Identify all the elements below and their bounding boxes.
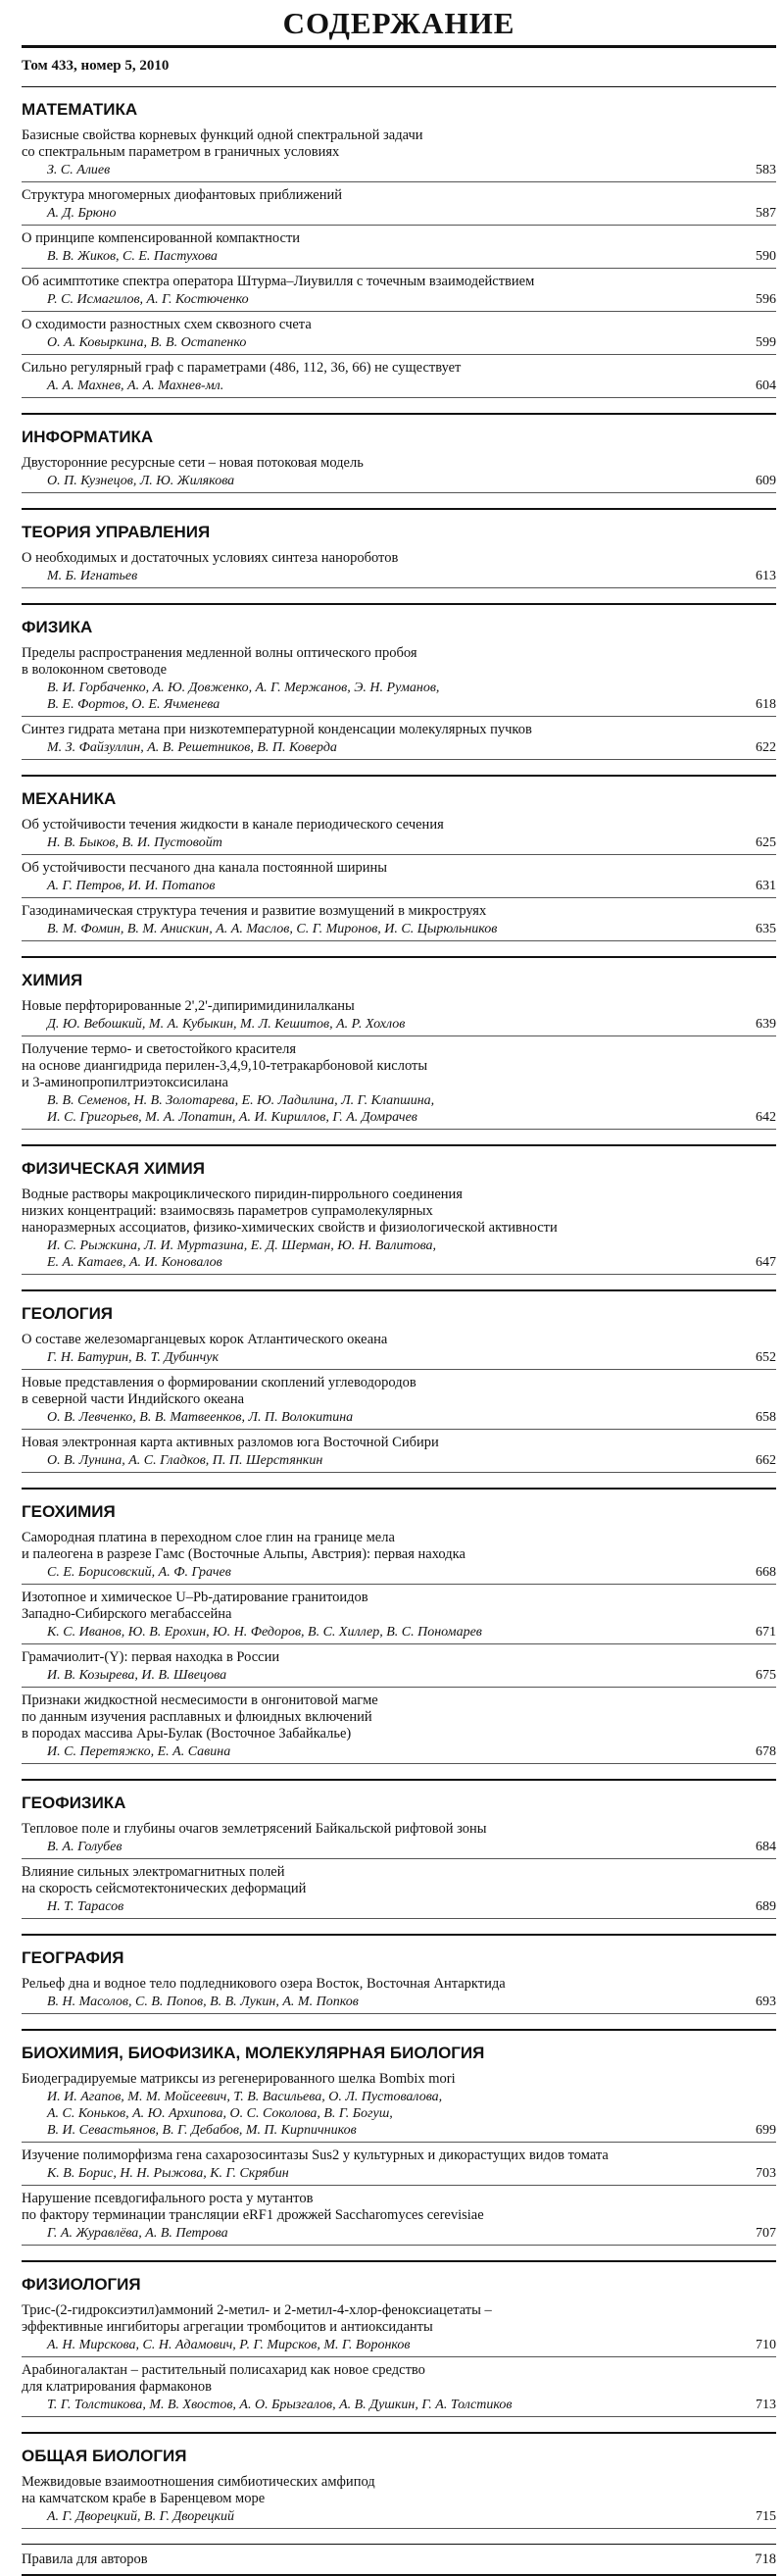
entry-authors: В. В. Семенов, Н. В. Золотарева, Е. Ю. Ладилина, Л. Г. Клапшина, И. С. Григорьев, М. А. Лопатин, А. И. Кириллов, Г. А. Домрачев: [47, 1093, 435, 1125]
entry-byline: [22, 2089, 776, 2139]
entry-page-number: 713: [756, 2398, 776, 2412]
entry-divider: [22, 940, 776, 941]
entry-byline: [22, 878, 776, 894]
toc-entry[interactable]: [22, 722, 776, 760]
table-of-contents: [22, 4, 776, 2576]
entry-authors: А. А. Махнев, А. А. Махнев-мл.: [47, 379, 224, 393]
entry-title: Новые перфторированные 2',2'-дипиримидинилалканы: [22, 998, 355, 1014]
entry-authors: В. М. Фомин, В. М. Анискин, А. А. Маслов, С. Г. Миронов, И. С. Цырюльников: [47, 922, 498, 936]
toc-entry[interactable]: [22, 1332, 776, 1370]
toc-entry[interactable]: [22, 998, 776, 1036]
entry-byline: [22, 1667, 776, 1684]
entry-authors: Д. Ю. Вебошкий, М. А. Кубыкин, М. Л. Кешитов, А. Р. Хохлов: [47, 1017, 406, 1032]
toc-entry[interactable]: [22, 1976, 776, 2014]
entry-divider: [22, 2013, 776, 2014]
entry-divider: [22, 1472, 776, 1473]
entry-page-number: 693: [756, 1995, 776, 2009]
entry-page-number: 668: [756, 1565, 776, 1580]
entry-title: Структура многомерных диофантовых приближений: [22, 187, 343, 203]
section-title: ГЕОГРАФИЯ: [22, 1948, 124, 1967]
toc-section: [22, 1291, 776, 1490]
toc-entry[interactable]: [22, 187, 776, 226]
entry-divider: [22, 1584, 776, 1585]
entry-divider: [22, 1429, 776, 1430]
entry-authors: Г. А. Журавлёва, А. В. Петрова: [47, 2226, 228, 2241]
toc-section: [22, 1936, 776, 2031]
entry-title: Нарушение псевдогифального роста у мутантов по фактору терминации трансляции eRF1 дрожжей Saccharomyces cerevisiae: [22, 2191, 484, 2223]
toc-entry[interactable]: [22, 1375, 776, 1430]
entry-byline: [22, 473, 776, 489]
entry-authors: В. И. Горбаченко, А. Ю. Довженко, А. Г. Мержанов, Э. Н. Руманов, В. Е. Фортов, О. Е. Ячменева: [47, 681, 440, 712]
entry-byline: [22, 1016, 776, 1033]
entry-authors: К. С. Иванов, Ю. В. Ерохин, Ю. Н. Федоров, В. С. Хиллер, В. С. Пономарев: [47, 1625, 482, 1640]
entry-page-number: 639: [756, 1017, 776, 1032]
entry-byline: [22, 2397, 776, 2413]
entry-title: Синтез гидрата метана при низкотемпературной конденсации молекулярных пучков: [22, 722, 532, 737]
entry-title: Трис-(2-гидроксиэтил)аммоний 2-метил- и 2-метил-4-хлор-феноксиацетаты – эффективные ингибиторы агрегации тромбоцитов и антиоксиданты: [22, 2302, 492, 2335]
entry-page-number: 652: [756, 1350, 776, 1365]
toc-entry[interactable]: [22, 2147, 776, 2186]
entry-byline: [22, 1839, 776, 1855]
entry-byline: [22, 205, 776, 222]
entry-page-number: 678: [756, 1744, 776, 1759]
toc-section: [22, 1146, 776, 1291]
entry-page-number: 613: [756, 569, 776, 583]
toc-entry[interactable]: [22, 2474, 776, 2529]
entry-title: Изотопное и химическое U–Pb-датирование гранитоидов Западно-Сибирского мегабассейна: [22, 1590, 368, 1622]
entry-authors: Н. В. Быков, В. И. Пустовойт: [47, 835, 222, 850]
entry-authors: В. А. Голубев: [47, 1840, 122, 1854]
entry-byline: [22, 291, 776, 308]
entry-byline: [22, 162, 776, 178]
toc-entry[interactable]: [22, 645, 776, 717]
entry-title: Новая электронная карта активных разломов юга Восточной Сибири: [22, 1435, 439, 1450]
entry-divider: [22, 397, 776, 398]
entry-title: Водные растворы макроциклического пиридин-пиррольного соединения низких концентраций: взаимосвязь параметров супрамолекулярных наноразмерных ассоциатов, физико-химических свойств и физиологической активности: [22, 1187, 558, 1236]
entry-byline: [22, 568, 776, 584]
entry-page-number: 604: [756, 379, 776, 393]
entry-byline: [22, 1898, 776, 1915]
entry-title: О принципе компенсированной компактности: [22, 230, 301, 246]
entry-page-number: 642: [756, 1110, 776, 1125]
toc-entry[interactable]: [22, 2302, 776, 2357]
entry-page-number: 631: [756, 879, 776, 893]
entry-authors: Т. Г. Толстикова, М. В. Хвостов, А. О. Брызгалов, А. В. Душкин, Г. А. Толстиков: [47, 2398, 513, 2412]
toc-section: [22, 1490, 776, 1781]
entry-page-number: 618: [756, 697, 776, 712]
entry-authors: О. А. Ковыркина, В. В. Остапенко: [47, 335, 247, 350]
toc-section: [22, 415, 776, 510]
entry-byline: [22, 1743, 776, 1760]
entry-authors: Н. Т. Тарасов: [47, 1899, 124, 1914]
entry-page-number: 662: [756, 1453, 776, 1468]
entry-title: Двусторонние ресурсные сети – новая потоковая модель: [22, 455, 364, 471]
toc-entry[interactable]: [22, 817, 776, 855]
entry-page-number: 587: [756, 206, 776, 221]
entry-authors: В. Н. Масолов, С. В. Попов, В. В. Лукин, А. М. Попков: [47, 1995, 359, 2009]
entry-title: Самородная платина в переходном слое глин на границе мела и палеогена в разрезе Гамс (Восточные Альпы, Австрия): первая находка: [22, 1530, 466, 1562]
entry-divider: [22, 716, 776, 717]
entry-authors: А. Г. Петров, И. И. Потапов: [47, 879, 216, 893]
toc-entry[interactable]: [22, 127, 776, 182]
entry-page-number: 596: [756, 292, 776, 307]
entry-page-number: 715: [756, 2509, 776, 2524]
entry-byline: [22, 680, 776, 713]
section-title: ФИЗИЧЕСКАЯ ХИМИЯ: [22, 1159, 205, 1178]
entry-divider: [22, 492, 776, 493]
entry-divider: [22, 1035, 776, 1036]
entry-byline: [22, 378, 776, 394]
entry-page-number: 684: [756, 1840, 776, 1854]
entry-page-number: 590: [756, 249, 776, 264]
section-title: ГЕОХИМИЯ: [22, 1502, 116, 1521]
entry-byline: [22, 834, 776, 851]
entry-divider: [22, 225, 776, 226]
entry-divider: [22, 2142, 776, 2143]
entry-byline: [22, 1564, 776, 1581]
entry-title: Арабиногалактан – растительный полисахарид как новое средство для клатрирования фармаконов: [22, 2362, 425, 2395]
entry-page-number: 658: [756, 1410, 776, 1425]
entry-byline: [22, 2165, 776, 2182]
section-title: МЕХАНИКА: [22, 789, 117, 808]
entry-byline: [22, 1409, 776, 1426]
entry-authors: С. Е. Борисовский, А. Ф. Грачев: [47, 1565, 231, 1580]
entry-authors: И. В. Козырева, И. В. Швецова: [47, 1668, 227, 1683]
entry-title: Грамачиолит-(Y): первая находка в России: [22, 1649, 280, 1665]
entry-title: Газодинамическая структура течения и развитие возмущений в микроструях: [22, 903, 487, 919]
entry-page-number: 689: [756, 1899, 776, 1914]
entry-authors: О. В. Левченко, В. В. Матвеенков, Л. П. Волокитина: [47, 1410, 354, 1425]
entry-authors: И. С. Перетяжко, Е. А. Савина: [47, 1744, 231, 1759]
entry-title: О необходимых и достаточных условиях синтеза нанороботов: [22, 550, 399, 566]
footer-label: Правила для авторов: [22, 2551, 148, 2567]
entry-authors: В. В. Жиков, С. Е. Пастухова: [47, 249, 218, 264]
entry-authors: Р. С. Исмагилов, А. Г. Костюченко: [47, 292, 249, 307]
entry-authors: М. Б. Игнатьев: [47, 569, 138, 583]
entry-divider: [22, 897, 776, 898]
entry-authors: К. В. Борис, Н. Н. Рыжова, К. Г. Скрябин: [47, 2166, 289, 2181]
toc-entry[interactable]: [22, 1187, 776, 1275]
section-title: МАТЕМАТИКА: [22, 100, 138, 119]
entry-byline: [22, 2225, 776, 2242]
entry-page-number: 625: [756, 835, 776, 850]
entry-byline: [22, 1624, 776, 1641]
toc-entry[interactable]: [22, 1590, 776, 1644]
toc-section: [22, 605, 776, 777]
entry-title: Пределы распространения медленной волны оптического пробоя в волоконном световоде: [22, 645, 417, 678]
entry-title: Рельеф дна и водное тело подледникового озера Восток, Восточная Антарктида: [22, 1976, 506, 1992]
entry-title: Об устойчивости песчаного дна канала постоянной ширины: [22, 860, 388, 876]
section-title: ИНФОРМАТИКА: [22, 428, 154, 446]
entry-authors: А. Д. Брюно: [47, 206, 117, 221]
entry-byline: [22, 921, 776, 937]
entry-page-number: 699: [756, 2123, 776, 2138]
entry-authors: И. С. Рыжкина, Л. И. Муртазина, Е. Д. Шерман, Ю. Н. Валитова, Е. А. Катаев, А. И. Коновалов: [47, 1238, 437, 1270]
entry-title: О составе железомарганцевых корок Атлантического океана: [22, 1332, 388, 1347]
footer-page: 718: [755, 2551, 776, 2567]
entry-authors: М. З. Файзуллин, А. В. Решетников, В. П. Коверда: [47, 740, 337, 755]
entry-title: Об асимптотике спектра оператора Штурма–Лиувилля с точечным взаимодействием: [22, 274, 535, 289]
issue-info: Том 433, номер 5, 2010: [22, 58, 170, 74]
entry-authors: О. В. Лунина, А. С. Гладков, П. П. Шерстянкин: [47, 1453, 323, 1468]
entry-byline: [22, 334, 776, 351]
entry-byline: [22, 739, 776, 756]
entry-byline: [22, 1092, 776, 1126]
toc-entry[interactable]: [22, 274, 776, 312]
entry-title: О сходимости разностных схем сквозного счета: [22, 317, 312, 332]
entry-divider: [22, 1274, 776, 1275]
entry-byline: [22, 1237, 776, 1271]
entry-authors: Г. Н. Батурин, В. Т. Дубинчук: [47, 1350, 220, 1365]
entry-divider: [22, 2416, 776, 2417]
entry-byline: [22, 1349, 776, 1366]
entry-divider: [22, 2185, 776, 2186]
section-title: БИОХИМИЯ, БИОФИЗИКА, МОЛЕКУЛЯРНАЯ БИОЛОГИЯ: [22, 2044, 485, 2062]
toc-entry[interactable]: [22, 1435, 776, 1473]
entry-divider: [22, 2528, 776, 2529]
entry-divider: [22, 1643, 776, 1644]
entry-title: Биодеградируемые матриксы из регенерированного шелка Bombix mori: [22, 2071, 456, 2087]
toc-section: [22, 1781, 776, 1936]
entry-byline: [22, 2508, 776, 2525]
section-title: ТЕОРИЯ УПРАВЛЕНИЯ: [22, 523, 211, 541]
toc-entry[interactable]: [22, 550, 776, 588]
sections-container: [22, 87, 776, 2544]
entry-page-number: 647: [756, 1255, 776, 1270]
entry-page-number: 583: [756, 163, 776, 177]
entry-divider: [22, 1858, 776, 1859]
section-title: ФИЗИКА: [22, 618, 93, 636]
toc-entry[interactable]: [22, 455, 776, 493]
toc-entry[interactable]: [22, 1692, 776, 1764]
entry-title: Получение термо- и светостойкого красителя на основе диангидрида перилен-3,4,9,10-тетракарбоновой кислоты и 3-аминопропилтриэтоксисилана: [22, 1041, 428, 1090]
entry-divider: [22, 2245, 776, 2246]
entry-divider: [22, 759, 776, 760]
entry-page-number: 622: [756, 740, 776, 755]
toc-section: [22, 87, 776, 415]
entry-authors: О. П. Кузнецов, Л. Ю. Жилякова: [47, 474, 235, 488]
toc-section: [22, 2434, 776, 2544]
entry-divider: [22, 854, 776, 855]
entry-title: Изучение полиморфизма гена сахарозосинтазы Sus2 у культурных и дикорастущих видов томата: [22, 2147, 609, 2163]
toc-section: [22, 777, 776, 958]
entry-page-number: 609: [756, 474, 776, 488]
toc-entry[interactable]: [22, 2362, 776, 2417]
entry-title: Влияние сильных электромагнитных полей на скорость сейсмотектонических деформаций: [22, 1864, 307, 1896]
entry-page-number: 635: [756, 922, 776, 936]
section-title: ФИЗИОЛОГИЯ: [22, 2275, 141, 2294]
entry-divider: [22, 1369, 776, 1370]
entry-page-number: 675: [756, 1668, 776, 1683]
entry-page-number: 703: [756, 2166, 776, 2181]
entry-divider: [22, 1763, 776, 1764]
entry-page-number: 710: [756, 2338, 776, 2352]
section-title: ГЕОФИЗИКА: [22, 1793, 126, 1812]
entry-page-number: 707: [756, 2226, 776, 2241]
entry-title: Признаки жидкостной несмесимости в онгонитовой магме по данным изучения расплавных и флюидных включений в породах массива Ары-Булак (Восточное Забайкалье): [22, 1692, 378, 1742]
entry-title: Тепловое поле и глубины очагов землетрясений Байкальской рифтовой зоны: [22, 1821, 487, 1837]
toc-entry[interactable]: [22, 1649, 776, 1688]
title-rule: [22, 45, 776, 48]
toc-entry[interactable]: [22, 317, 776, 355]
toc-entry[interactable]: [22, 903, 776, 941]
toc-entry[interactable]: [22, 1041, 776, 1130]
section-title: ОБЩАЯ БИОЛОГИЯ: [22, 2447, 187, 2465]
toc-entry[interactable]: [22, 360, 776, 398]
entry-divider: [22, 2356, 776, 2357]
toc-entry[interactable]: [22, 230, 776, 269]
entry-title: Базисные свойства корневых функций одной спектральной задачи со спектральным параметром в граничных условиях: [22, 127, 423, 160]
entry-title: Межвидовые взаимоотношения симбиотических амфипод на камчатском крабе в Баренцевом море: [22, 2474, 375, 2506]
entry-page-number: 599: [756, 335, 776, 350]
entry-divider: [22, 311, 776, 312]
entry-byline: [22, 248, 776, 265]
entry-page-number: 671: [756, 1625, 776, 1640]
entry-divider: [22, 354, 776, 355]
entry-authors: И. И. Агапов, М. М. Мойсеевич, Т. В. Васильева, О. Л. Пустовалова, А. С. Коньков, А. Ю. Архипова, О. С. Соколова, В. Г. Богуш, В. И. Севастьянов, В. Г. Дебабов, М. П. Кирпичников: [47, 2090, 443, 2138]
entry-byline: [22, 1452, 776, 1469]
entry-title: Об устойчивости течения жидкости в канале периодического сечения: [22, 817, 444, 833]
entry-title: Новые представления о формировании скоплений углеводородов в северной части Индийского океана: [22, 1375, 416, 1407]
footer-entry[interactable]: [22, 2544, 776, 2574]
toc-section: [22, 510, 776, 605]
entry-authors: А. Н. Мирскова, С. Н. Адамович, Р. Г. Мирсков, М. Г. Воронков: [47, 2338, 411, 2352]
entry-divider: [22, 1687, 776, 1688]
entry-authors: А. Г. Дворецкий, В. Г. Дворецкий: [47, 2509, 235, 2524]
toc-section: [22, 2031, 776, 2262]
entry-title: Сильно регулярный граф с параметрами (486, 112, 36, 66) не существует: [22, 360, 462, 376]
toc-entry[interactable]: [22, 1530, 776, 1585]
toc-entry[interactable]: [22, 2071, 776, 2143]
entry-byline: [22, 2337, 776, 2353]
entry-divider: [22, 1129, 776, 1130]
page-title: СОДЕРЖАНИЕ: [282, 6, 515, 40]
section-title: ХИМИЯ: [22, 971, 83, 989]
toc-section: [22, 2262, 776, 2434]
entry-divider: [22, 1918, 776, 1919]
section-title: ГЕОЛОГИЯ: [22, 1304, 114, 1323]
entry-authors: З. С. Алиев: [47, 163, 111, 177]
entry-divider: [22, 587, 776, 588]
toc-entry[interactable]: [22, 2191, 776, 2246]
toc-entry[interactable]: [22, 1864, 776, 1919]
entry-divider: [22, 181, 776, 182]
toc-entry[interactable]: [22, 1821, 776, 1859]
entry-divider: [22, 268, 776, 269]
toc-section: [22, 958, 776, 1146]
toc-entry[interactable]: [22, 860, 776, 898]
entry-byline: [22, 1994, 776, 2010]
